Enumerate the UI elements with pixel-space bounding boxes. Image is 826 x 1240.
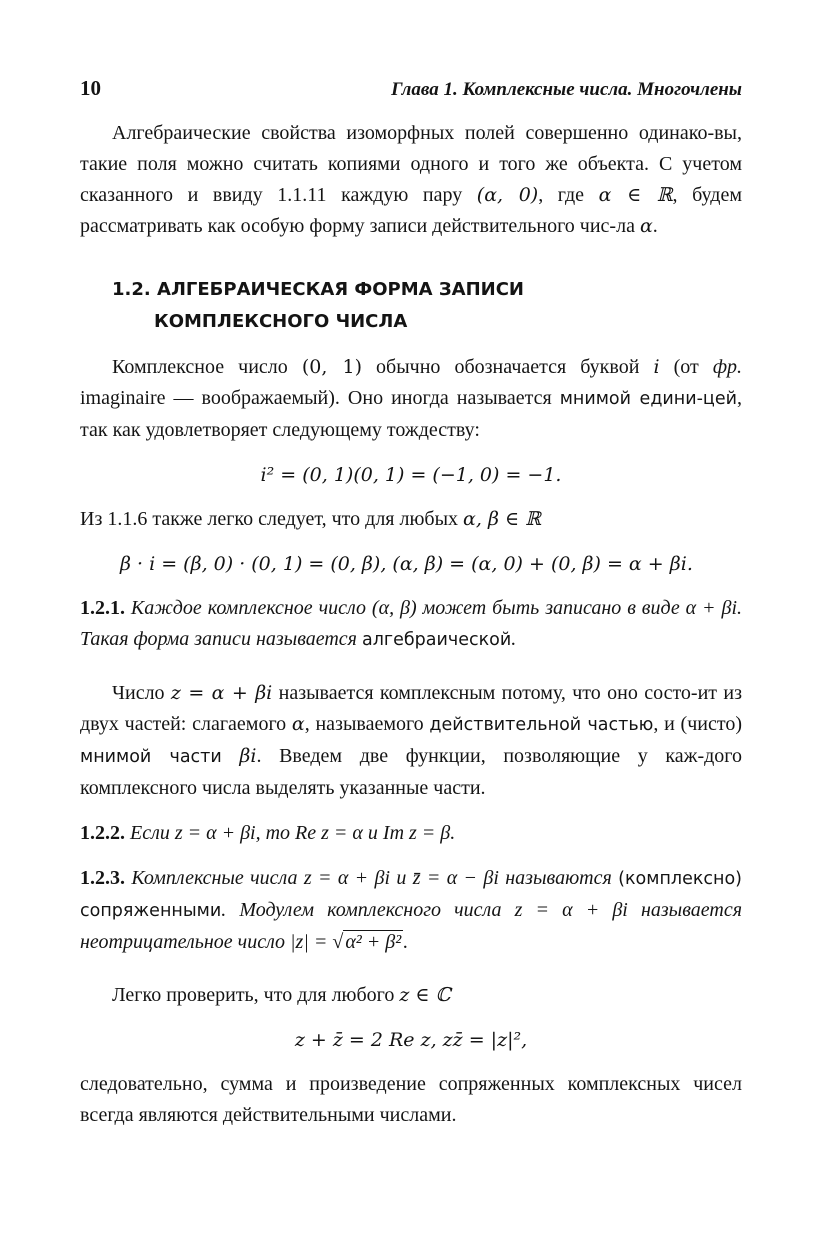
text: Число: [112, 682, 171, 704]
math-inline: α ∈ ℝ: [598, 184, 673, 206]
section-title-line1: АЛГЕБРАИЧЕСКАЯ ФОРМА ЗАПИСИ: [157, 279, 524, 300]
theorem-text: Комплексные числа z = α + βi и z̄ = α − βi называются: [131, 867, 619, 889]
equation-i-squared: i² = (0, 1)(0, 1) = (−1, 0) = −1.: [260, 464, 562, 486]
paragraph-from-116: [80, 504, 742, 535]
defined-term: мнимой едини-цей: [559, 389, 737, 409]
paragraph-conclusion: следовательно, сумма и произведение сопряженных комплексных чисел всегда являются действительными числами.: [80, 1073, 742, 1126]
text: Легко проверить, что для любого: [112, 984, 400, 1006]
math-inline: βi: [239, 745, 257, 767]
text: , и (чисто): [653, 713, 742, 735]
equation-beta-i: β · i = (β, 0) · (0, 1) = (0, β), (α, β) = (α, 0) + (0, β) = α + βi.: [120, 553, 693, 575]
text: , называемого: [304, 713, 430, 735]
paragraph-real-imaginary-parts: [80, 678, 742, 804]
theorem-1-2-3: 1.2.3. Комплексные числа z = α + βi и z̄ = α − βi называются (комплексно) сопряженными. Модулем комплексного числа z = α + βi называется неотрицательное число |z| = √ α² + β² .: [80, 867, 743, 953]
page-number: 10: [80, 76, 101, 100]
math-inline: z = α + βi: [170, 682, 273, 704]
theorem-label: 1.2.2.: [80, 822, 125, 844]
section-number: 1.2.: [112, 279, 151, 300]
text: обычно обозначается буквой: [361, 356, 654, 378]
theorem-label: 1.2.1.: [80, 597, 125, 619]
text: .: [403, 931, 409, 953]
math-inline: (α, 0): [476, 184, 539, 206]
theorem-1-2-1: [80, 593, 742, 656]
paragraph-isomorphic-fields: [80, 118, 742, 242]
text: называется комплексным потому, что оно состо-ит из двух частей: слагаемого: [80, 682, 742, 735]
text: , где: [538, 184, 599, 206]
text: . Введем две функции, позволяющие у каж-дого комплексного числа выделять указанные части.: [80, 745, 742, 799]
page-content: [80, 76, 742, 1131]
math-inline: i: [653, 356, 660, 378]
paragraph-imaginary-unit: [80, 352, 742, 446]
text-italic: фр.: [712, 356, 743, 378]
math-inline: α: [639, 215, 653, 237]
text: , будем рассматривать как особую форму записи действительного чис-ла: [80, 184, 742, 237]
sqrt-body: α² + β²: [345, 931, 402, 953]
paragraph-easy-check: [80, 980, 742, 1011]
running-head: [80, 76, 742, 118]
math-inline: (0, 1): [301, 356, 362, 378]
math-inline: z ∈ ℂ: [399, 984, 451, 1006]
defined-term: (комплексно) сопряженными: [80, 869, 743, 921]
text: Алгебраические свойства изоморфных полей совершенно одинако-вы, такие поля можно считать копиями одного и того же объекта. С учетом сказанного и ввиду 1.1.11 каждую пару: [80, 122, 742, 206]
text: , так как удовлетворяет следующему тождеству:: [80, 387, 742, 441]
text: .: [652, 215, 658, 237]
theorem-text: Каждое комплексное число (α, β) может быть записано в виде α + βi. Такая форма записи называется: [80, 597, 742, 650]
math-inline: α, β ∈ ℝ: [463, 508, 541, 530]
text: imaginaire — воображаемый). Оно иногда называется: [80, 387, 560, 409]
text: .: [511, 628, 517, 650]
theorem-text: Если z = α + βi, то Re z = α и Im z = β.: [130, 822, 456, 844]
theorem-1-2-2: [80, 818, 742, 849]
text: (от: [659, 356, 713, 378]
theorem-label: 1.2.3.: [80, 867, 125, 889]
theorem-text: . Модулем комплексного числа z = α + βi называется неотрицательное число |z| =: [80, 899, 742, 953]
section-heading: [112, 274, 742, 338]
chapter-title: Глава 1. Комплексные числа. Многочлены: [391, 79, 742, 100]
defined-term: действительной частью: [429, 715, 654, 735]
text: Из 1.1.6 также легко следует, что для любых: [80, 508, 464, 530]
text: Комплексное число: [112, 356, 302, 378]
math-inline: α: [291, 713, 305, 735]
defined-term: мнимой части: [80, 747, 222, 767]
section-title-line2: КОМПЛЕКСНОГО ЧИСЛА: [154, 311, 408, 332]
defined-term: алгебраической: [361, 630, 512, 650]
text: [222, 745, 240, 767]
equation-conjugate-sum: z + z̄ = 2 Re z, zz̄ = |z|²,: [294, 1029, 528, 1051]
